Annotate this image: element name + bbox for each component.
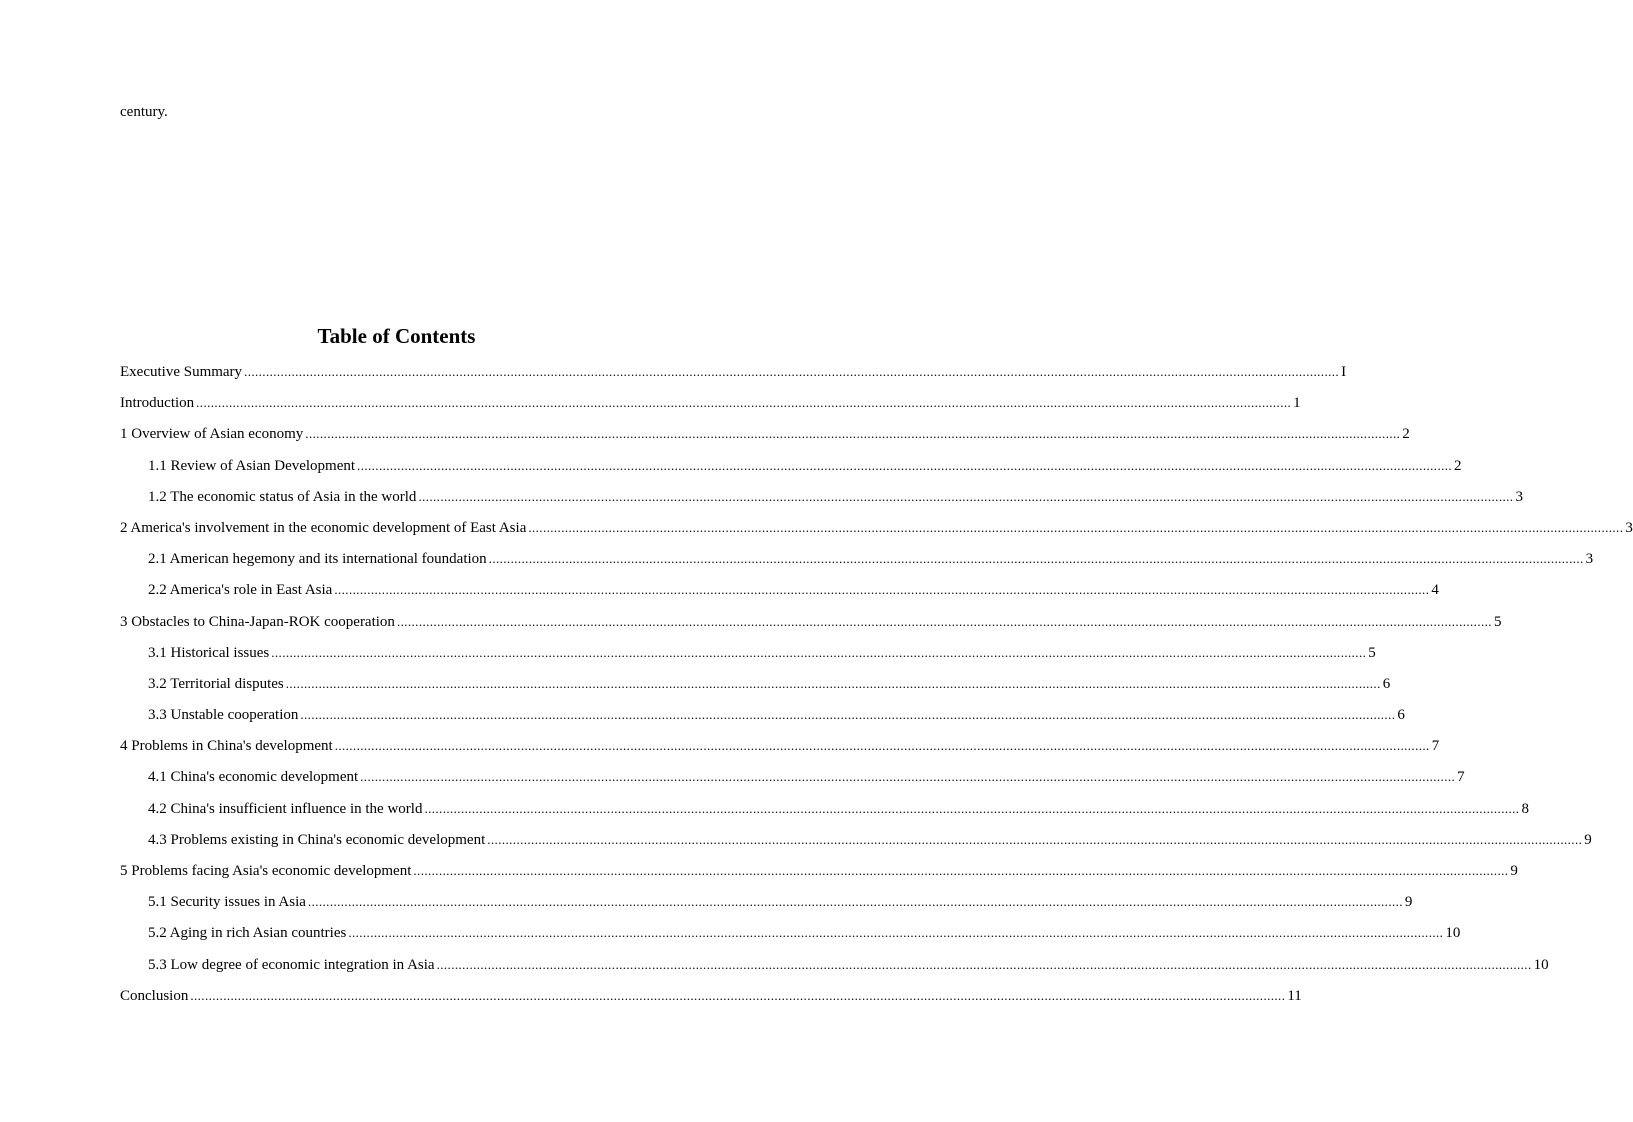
toc-entry[interactable] xyxy=(120,987,1302,1018)
toc-entry[interactable] xyxy=(120,675,1391,706)
toc-entry-page-number: 7 xyxy=(1457,769,1465,786)
toc-entry[interactable] xyxy=(120,831,1592,862)
toc-dot-leader: ............................................................................................................................................................................................................................................................................................................ xyxy=(196,395,1292,411)
toc-entry-page-number: 1 xyxy=(1293,395,1301,412)
toc-entry-label: Introduction xyxy=(120,395,195,412)
toc-entry-label: 3.3 Unstable cooperation xyxy=(148,707,299,724)
toc-entry[interactable] xyxy=(120,644,1376,675)
toc-entry-page-number: 2 xyxy=(1454,457,1462,474)
toc-entry-page-number: 9 xyxy=(1584,831,1592,848)
toc-entry-page-number: 3 xyxy=(1515,488,1523,505)
toc-dot-leader: ............................................................................................................................................................................................................................................................................................................ xyxy=(396,613,1492,629)
toc-dot-leader: ............................................................................................................................................................................................................................................................................................................ xyxy=(271,644,1367,660)
toc-entry-page-number: 3 xyxy=(1625,519,1633,536)
toc-entry-label: 5.3 Low degree of economic integration in Asia xyxy=(148,956,435,973)
toc-entry-label: 3.2 Territorial disputes xyxy=(148,675,284,692)
toc-entry-label: Conclusion xyxy=(120,987,189,1004)
toc-entry-label: 2.2 America's role in East Asia xyxy=(148,582,333,599)
toc-entry-label: 1 Overview of Asian economy xyxy=(120,426,304,443)
toc-entry[interactable] xyxy=(120,893,1413,924)
toc-entry[interactable] xyxy=(120,488,1523,519)
toc-entry[interactable] xyxy=(120,800,1529,831)
toc-dot-leader: ............................................................................................................................................................................................................................................................................................................ xyxy=(436,956,1532,972)
toc-entry-label: 5.1 Security issues in Asia xyxy=(148,894,306,911)
toc-entry-page-number: 3 xyxy=(1585,551,1594,568)
toc-entry-page-number: 2 xyxy=(1402,426,1410,443)
toc-entry-page-number: 6 xyxy=(1397,707,1405,724)
toc-entry-label: 1.2 The economic status of Asia in the world xyxy=(148,488,417,505)
toc-dot-leader: ............................................................................................................................................................................................................................................................................................................ xyxy=(307,894,1403,910)
toc-entry-page-number: 5 xyxy=(1368,644,1376,661)
toc-entry-page-number: I xyxy=(1341,364,1347,380)
toc-entry[interactable] xyxy=(120,550,1594,581)
toc-entry[interactable] xyxy=(120,425,1410,456)
toc-dot-leader: ............................................................................................................................................................................................................................................................................................................ xyxy=(487,831,1583,847)
toc-entry-page-number: 9 xyxy=(1404,894,1413,911)
toc-dot-leader: ............................................................................................................................................................................................................................................................................................................ xyxy=(418,488,1514,504)
toc-entry-label: 5.2 Aging in rich Asian countries xyxy=(148,925,347,942)
toc-entry-label: 5 Problems facing Asia's economic development xyxy=(120,863,412,879)
toc-dot-leader: ............................................................................................................................................................................................................................................................................................................ xyxy=(300,707,1396,723)
toc-entry[interactable] xyxy=(120,519,1633,550)
toc-entry[interactable] xyxy=(120,862,1518,893)
toc-entry[interactable] xyxy=(120,613,1502,644)
toc-entry[interactable] xyxy=(120,956,1549,987)
toc-entry[interactable] xyxy=(120,924,1461,955)
toc-entry[interactable] xyxy=(120,394,1301,425)
toc-entry-page-number: 7 xyxy=(1431,738,1440,755)
toc-dot-leader: ............................................................................................................................................................................................................................................................................................................ xyxy=(424,800,1520,816)
toc-dot-leader: ............................................................................................................................................................................................................................................................................................................ xyxy=(285,675,1381,691)
toc-entry-page-number: 5 xyxy=(1493,613,1502,630)
toc-dot-leader: ............................................................................................................................................................................................................................................................................................................ xyxy=(190,987,1286,1003)
toc-entry-page-number: 8 xyxy=(1521,800,1529,817)
toc-entry-label: 4.1 China's economic development xyxy=(148,769,359,786)
toc-dot-leader: ............................................................................................................................................................................................................................................................................................................ xyxy=(305,426,1401,442)
toc-entry-page-number: 6 xyxy=(1382,675,1391,692)
toc-entry[interactable] xyxy=(120,363,1347,394)
toc-entry[interactable] xyxy=(120,737,1440,768)
toc-entry[interactable] xyxy=(120,457,1462,488)
toc-dot-leader: ............................................................................................................................................................................................................................................................................................................ xyxy=(413,863,1509,878)
toc-entry-label: 1.1 Review of Asian Development xyxy=(148,457,356,474)
toc-entry-page-number: 11 xyxy=(1287,987,1302,1004)
toc-dot-leader: ............................................................................................................................................................................................................................................................................................................ xyxy=(360,769,1456,785)
toc-entry-label: 4 Problems in China's development xyxy=(120,738,333,755)
toc-entry-label: 3.1 Historical issues xyxy=(148,644,270,661)
toc-entry-label: 2.1 American hegemony and its international foundation xyxy=(148,551,487,568)
toc-dot-leader: ............................................................................................................................................................................................................................................................................................................ xyxy=(348,925,1444,941)
toc-entry-label: 4.2 China's insufficient influence in the world xyxy=(148,800,423,817)
previous-page-tail-text: century. xyxy=(120,104,168,120)
toc-dot-leader: ............................................................................................................................................................................................................................................................................................................ xyxy=(244,364,1340,379)
toc-dot-leader: ............................................................................................................................................................................................................................................................................................................ xyxy=(334,582,1430,598)
toc-dot-leader: ............................................................................................................................................................................................................................................................................................................ xyxy=(357,457,1453,473)
toc-entry-label: 3 Obstacles to China-Japan-ROK cooperation xyxy=(120,613,395,630)
toc-entry-page-number: 9 xyxy=(1510,863,1518,879)
toc-dot-leader: ............................................................................................................................................................................................................................................................................................................ xyxy=(528,519,1624,535)
toc-entry[interactable] xyxy=(120,581,1439,612)
toc-list xyxy=(120,363,1633,1018)
toc-entry[interactable] xyxy=(120,768,1465,799)
toc-entry-label: 2 America's involvement in the economic development of East Asia xyxy=(120,519,527,536)
toc-entry-page-number: 10 xyxy=(1445,925,1461,942)
toc-entry-label: 4.3 Problems existing in China's economic development xyxy=(148,831,486,848)
toc-entry-page-number: 4 xyxy=(1431,582,1439,599)
toc-dot-leader: ............................................................................................................................................................................................................................................................................................................ xyxy=(334,738,1430,754)
toc-dot-leader: ............................................................................................................................................................................................................................................................................................................ xyxy=(488,551,1584,567)
toc-entry-label: Executive Summary xyxy=(120,364,243,380)
toc-title: Table of Contents xyxy=(317,324,476,348)
toc-entry-page-number: 10 xyxy=(1533,956,1549,973)
toc-entry[interactable] xyxy=(120,706,1405,737)
